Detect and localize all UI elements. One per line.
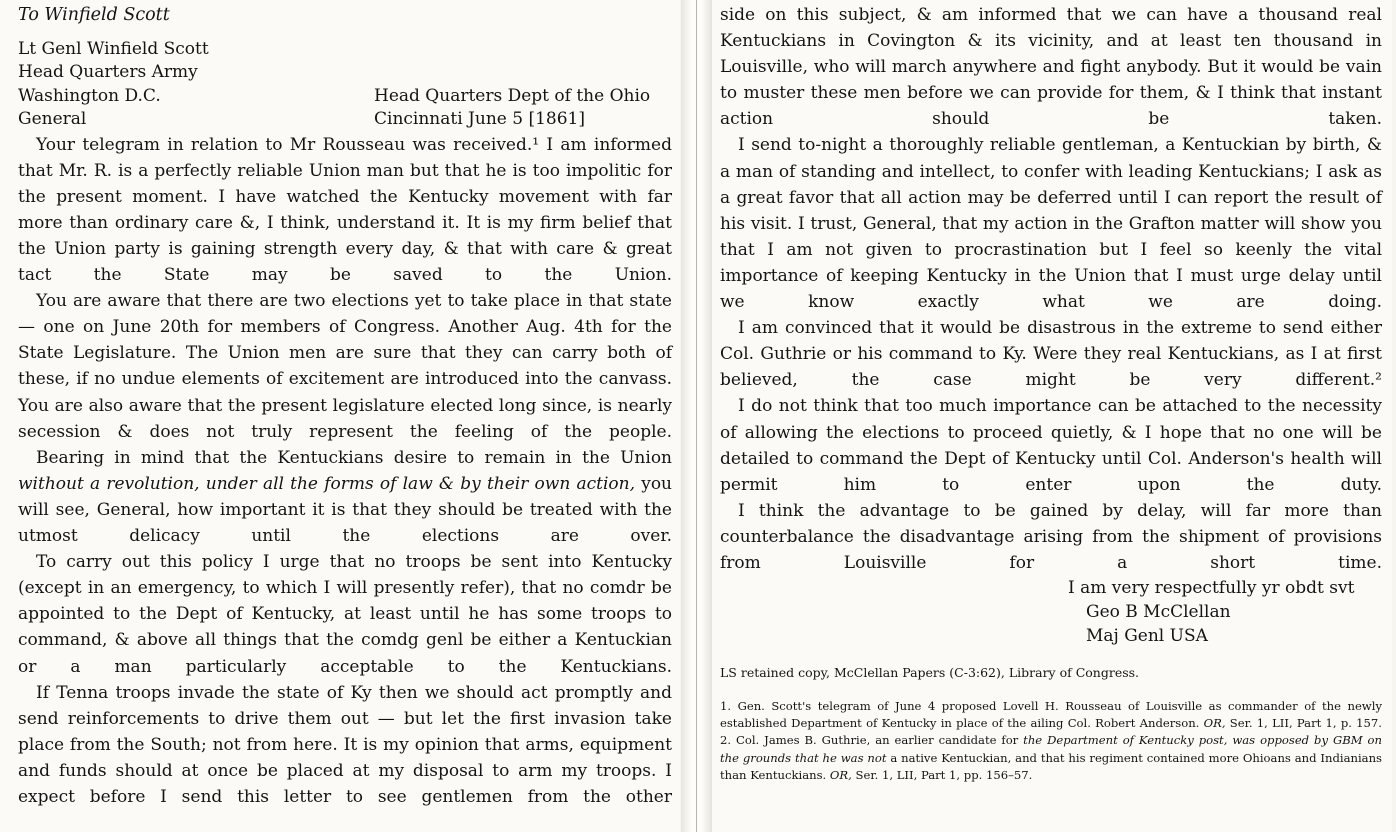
sender-address	[374, 85, 650, 132]
signature-title: Maj Genl USA	[1086, 626, 1208, 647]
letter-body-right	[720, 2, 1382, 576]
page-divider	[696, 0, 697, 832]
sender-line: Head Quarters Dept of the Ohio	[374, 85, 651, 106]
paragraph: side on this subject, & am informed that we can have a thousand real Kentuckians in Covington & its vicinity, and at least ten thousand in Louisville, who will march anywhere and fight anybody. But it would be vain to muster these men before we can provide for them, & I think that instant action should be taken.	[720, 5, 1382, 130]
sender-date: Cincinnati June 5 [1861]	[374, 109, 585, 130]
recipient-line: Washington D.C.	[18, 85, 161, 106]
letter-body-left	[18, 132, 672, 810]
italic-phrase: without a revolution, under all the forms of law & by their own action,	[18, 473, 636, 494]
closing-block	[720, 576, 1382, 648]
address-block	[18, 38, 672, 132]
paragraph: Bearing in mind that the Kentuckians desire to remain in the Union without a revolution, under all the forms of law & by their own action, you will see, General, how important it is that they should be treated with the utmost delicacy until the elections are over.	[18, 447, 673, 547]
paragraph: Your telegram in relation to Mr Rousseau was received.¹ I am informed that Mr. R. is a perfectly reliable Union man but that he is too impolitic for the present moment. I have watched the Kentucky movement with far more than ordinary care &, I think, understand it. It is my firm belief that the Union party is gaining strength every day, & that with care & great tact the State may be saved to the Union.	[18, 134, 672, 286]
recipient-line: Head Quarters Army	[18, 62, 198, 83]
paragraph: I am convinced that it would be disastrous in the extreme to send either Col. Guthrie or his command to Ky. Were they real Kentuckians, as I at first believed, the case might be very different.²	[720, 318, 1382, 391]
footnote-1: 1. Gen. Scott's telegram of June 4 proposed Lovell H. Rousseau of Louisville as commander of the newly established Department of Kentucky in place of the ailing Col. Robert Anderson.	[720, 699, 1382, 731]
salutation: General	[18, 109, 87, 130]
right-page	[712, 0, 1392, 832]
paragraph: If Tenna troops invade the state of Ky then we should act promptly and send reinforcements to drive them out — but let the first invasion take place from the South; not from here. It is my opinion that arms, equipment and funds should at once be placed at my disposal to arm my troops. I expect before I send this letter to see gentlemen from the other	[18, 682, 672, 807]
source-note: LS retained copy, McClellan Papers (C-3:62), Library of Congress.	[720, 665, 1140, 681]
paragraph: I send to-night a thoroughly reliable gentleman, a Kentuckian by birth, & a man of standing and intellect, to confer with leading Kentuckians; I ask as a great favor that all action may be deferred until I can report the result of his visit. I trust, General, that my action in the Grafton matter will show you that I am not given to procrastination but I feel so keenly the vital importance of keeping Kentucky in the Union that I must urge delay until we know exactly what we are doing.	[720, 135, 1382, 313]
signature: Geo B McClellan	[1086, 602, 1231, 623]
footnote-2: 2. Col. James B. Guthrie, an earlier candidate for	[720, 733, 1024, 748]
complimentary-close: I am very respectfully yr obdt svt	[1068, 578, 1355, 599]
paragraph: I do not think that too much importance can be attached to the necessity of allowing the elections to proceed quietly, & I hope that no one will be detailed to command the Dept of Kentucky until Col. Anderson's health will permit him to enter upon the duty.	[720, 396, 1382, 495]
letter-heading: To Winfield Scott	[18, 5, 170, 25]
left-page	[0, 0, 680, 832]
paragraph: You are aware that there are two elections yet to take place in that state — one on June 20th for members of Congress. Another Aug. 4th for the State Legislature. The Union men are sure that they can carry both of these, if no undue elements of excitement are introduced into the canvass. You are also aware that the present legislature elected long since, is nearly secession & does not truly represent the feeling of the people.	[18, 291, 672, 442]
footnotes: 1. Gen. Scott's telegram of June 4 proposed Lovell H. Rousseau of Louisville as commander of the newly established Department of Kentucky in place of the ailing Col. Robert Anderson. OR, Ser. 1, LII, Part 1, p. 157. 2. Col. James B. Guthrie, an earlier candidate for the Department of Kentucky post, was opposed by GBM on the grounds that he was not a native Kentuckian, and that his regiment contained more Ohioans and Indianians than Kentuckians. OR, Ser. 1, LII, Part 1, pp. 156–57.	[720, 699, 1382, 782]
paragraph: To carry out this policy I urge that no troops be sent into Kentucky (except in an emergency, to which I will presently refer), that no comdr be appointed to the Dept of Kentucky, at least until he has some troops to command, & above all things that the comdg genl be either a Kentuckian or a man particularly acceptable to the Kentuckians.	[18, 552, 672, 677]
recipient-line: Lt Genl Winfield Scott	[18, 39, 209, 59]
paragraph: I think the advantage to be gained by delay, will far more than counterbalance the disadvantage arising from the shipment of provisions from Louisville for a short time.	[720, 500, 1382, 573]
